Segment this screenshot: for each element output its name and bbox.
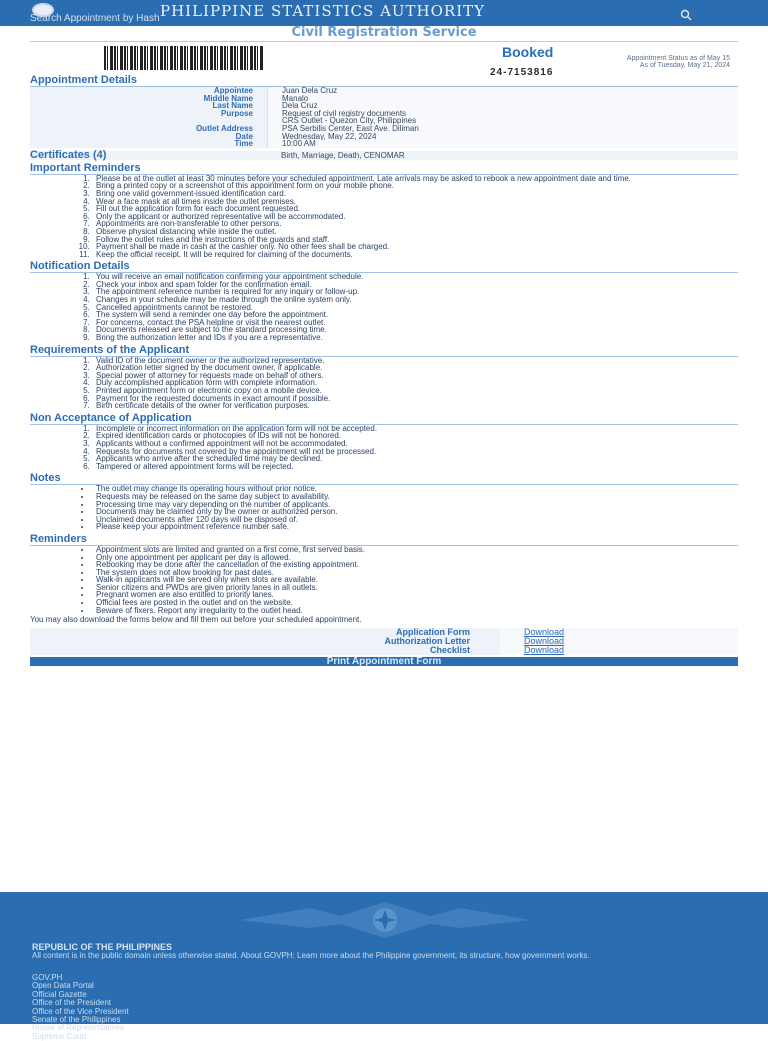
list-item: • Processing time may vary depending on the number of applicants. bbox=[92, 501, 738, 509]
detail-label: Outlet Address bbox=[30, 125, 267, 133]
barcode-image bbox=[104, 46, 264, 70]
list-item: 1. Valid ID of the document owner or the authorized representative. bbox=[92, 357, 738, 365]
status-badge: Booked bbox=[502, 44, 554, 60]
list-item: 3. Bring one valid government-issued identification card. bbox=[92, 190, 738, 198]
section-heading-reminders: Important Reminders bbox=[30, 163, 738, 175]
list-item: • Documents may be claimed only by the owner or authorized person. bbox=[92, 508, 738, 516]
footer-link[interactable]: Senate of the Philippines bbox=[32, 1015, 121, 1025]
notification-list bbox=[30, 273, 738, 341]
list-item: • Please keep your appointment reference number safe. bbox=[92, 523, 738, 531]
list-item: 7. Birth certificate details of the owner for verification purposes. bbox=[92, 402, 738, 410]
list-item: 3. Special power of attorney for requests made on behalf of others. bbox=[92, 372, 738, 380]
footer-link[interactable]: Official Gazette bbox=[32, 989, 87, 999]
list-item: • Official fees are posted in the outlet and on the website. bbox=[92, 599, 738, 607]
status-meta-line: As of Tuesday, May 21, 2024 bbox=[639, 62, 730, 69]
footer-link[interactable]: Office of the President bbox=[32, 998, 112, 1008]
list-item: • The system does not allow booking for past dates. bbox=[92, 569, 738, 577]
government-seal-icon bbox=[200, 898, 570, 940]
download-note: You may also download the forms below and fill them out before your scheduled appointment. bbox=[30, 615, 362, 625]
download-name: Authorization Letter bbox=[30, 637, 500, 646]
status-meta-line: Appointment Status as of May 15 bbox=[626, 55, 730, 62]
detail-label: Time bbox=[30, 140, 267, 148]
detail-value: Juan Dela Cruz bbox=[267, 87, 738, 95]
list-item: 2. Check your inbox and spam folder for the confirmation email. bbox=[92, 281, 738, 289]
list-item: 3. Applicants without a confirmed appointment will not be accommodated. bbox=[92, 440, 738, 448]
list-item: 8. Observe physical distancing while inside the outlet. bbox=[92, 228, 738, 236]
list-item: 2. Expired identification cards or photocopies of IDs will not be honored. bbox=[92, 432, 738, 440]
top-bar bbox=[0, 0, 768, 26]
list-item: 5. Cancelled appointments cannot be restored. bbox=[92, 304, 738, 312]
detail-label: Middle Name bbox=[30, 95, 267, 103]
list-item: 7. Appointments are non-transferable to other persons. bbox=[92, 220, 738, 228]
list-item: • Only one appointment per applicant per day is allowed. bbox=[92, 554, 738, 562]
print-appointment-button[interactable]: Print Appointment Form bbox=[30, 657, 738, 666]
list-item: 8. Documents released are subject to the standard processing time. bbox=[92, 326, 738, 334]
list-item: • Appointment slots are limited and granted on a first come, first served basis. bbox=[92, 546, 738, 554]
non-acceptance-list bbox=[30, 425, 738, 471]
footer-link[interactable]: Open Data Portal bbox=[32, 981, 94, 991]
requirements-list bbox=[30, 357, 738, 410]
list-item: 5. Printed appointment form or electronic copy on a mobile device. bbox=[92, 387, 738, 395]
list-item: 6. The system will send a reminder one day before the appointment. bbox=[92, 311, 738, 319]
section-heading-faq: Reminders bbox=[30, 534, 738, 546]
list-item: 7. For concerns, contact the PSA helpline or visit the nearest outlet. bbox=[92, 319, 738, 327]
list-item: 1. Please be at the outlet at least 30 minutes before your scheduled appointment. Late arrivals may be asked to rebook a new appointment date and time. bbox=[92, 175, 738, 183]
list-item: 4. Wear a face mask at all times inside the outlet premises. bbox=[92, 198, 738, 206]
reference-number: 24-7153816 bbox=[490, 67, 554, 78]
detail-value: Wednesday, May 22, 2024 bbox=[267, 133, 738, 141]
list-item: 4. Duly accomplished application form with complete information. bbox=[92, 379, 738, 387]
list-item: • Beware of fixers. Report any irregularity to the outlet head. bbox=[92, 607, 738, 615]
list-item: 9. Bring the authorization letter and IDs if you are a representative. bbox=[92, 334, 738, 342]
detail-value: CRS Outlet - Quezon City, Philippines bbox=[267, 117, 738, 125]
section-heading-details: Appointment Details bbox=[30, 75, 738, 87]
list-item: 3. The appointment reference number is required for any inquiry or follow-up. bbox=[92, 288, 738, 296]
download-link[interactable]: Download bbox=[500, 628, 738, 637]
list-item: • Rebooking may be done after the cancellation of the existing appointment. bbox=[92, 561, 738, 569]
list-item: 5. Fill out the application form for each document requested. bbox=[92, 205, 738, 213]
list-item: 10. Payment shall be made in cash at the cashier only. No other fees shall be charged. bbox=[92, 243, 738, 251]
detail-value: PSA Serbilis Center, East Ave. Diliman bbox=[267, 125, 738, 133]
detail-value: Request of civil registry documents bbox=[267, 110, 738, 118]
footer-link[interactable]: Supreme Court bbox=[32, 1031, 87, 1041]
detail-label: Date bbox=[30, 133, 267, 141]
faq-list bbox=[30, 546, 738, 614]
footer-link[interactable]: Office of the Vice President bbox=[32, 1006, 129, 1016]
list-item: 1. You will receive an email notification confirming your appointment schedule. bbox=[92, 273, 738, 281]
list-item: 4. Requests for documents not covered by the appointment will not be processed. bbox=[92, 448, 738, 456]
certificates-value: Birth, Marriage, Death, CENOMAR bbox=[281, 150, 405, 160]
list-item: 2. Bring a printed copy or a screenshot of this appointment form on your mobile phone. bbox=[92, 182, 738, 190]
list-item: 6. Only the applicant or authorized representative will be accommodated. bbox=[92, 213, 738, 221]
download-name: Checklist bbox=[30, 646, 500, 655]
list-item: 5. Applicants who arrive after the scheduled time may be declined. bbox=[92, 455, 738, 463]
site-footer bbox=[0, 892, 768, 1041]
list-item: 4. Changes in your schedule may be made through the online system only. bbox=[92, 296, 738, 304]
list-item: 2. Authorization letter signed by the document owner, if applicable. bbox=[92, 364, 738, 372]
footer-links bbox=[32, 974, 129, 1041]
detail-value: Dela Cruz bbox=[267, 102, 738, 110]
detail-label: Appointee bbox=[30, 87, 267, 95]
notes-list bbox=[30, 485, 738, 531]
list-item: 1. Incomplete or incorrect information on the application form will not be accepted. bbox=[92, 425, 738, 433]
list-item: • Requests may be released on the same day subject to availability. bbox=[92, 493, 738, 501]
org-name: PHILIPPINE STATISTICS AUTHORITY bbox=[160, 2, 486, 20]
download-link[interactable]: Download bbox=[500, 646, 738, 655]
footer-text: All content is in the public domain unless otherwise stated. About GOVPH: Learn more about the Philippine government, its structure, how government works. bbox=[32, 951, 590, 960]
list-item: 9. Follow the outlet rules and the instructions of the guards and staff. bbox=[92, 236, 738, 244]
list-item: 6. Tampered or altered appointment forms will be rejected. bbox=[92, 463, 738, 471]
section-heading-notification: Notification Details bbox=[30, 261, 738, 273]
details-table bbox=[30, 87, 738, 148]
list-item: 6. Payment for the requested documents in exact amount if possible. bbox=[92, 395, 738, 403]
detail-label: Last Name bbox=[30, 102, 267, 110]
search-icon[interactable] bbox=[680, 9, 692, 21]
download-link[interactable]: Download bbox=[500, 637, 738, 646]
list-item: • Unclaimed documents after 120 days will be disposed of. bbox=[92, 516, 738, 524]
list-item: • Walk-in applicants will be served only when slots are available. bbox=[92, 576, 738, 584]
status-meta bbox=[410, 55, 730, 69]
footer-link[interactable]: House of Representatives bbox=[32, 1023, 125, 1033]
downloads-table bbox=[30, 628, 738, 655]
list-item: • Pregnant women are also entitled to priority lanes. bbox=[92, 591, 738, 599]
section-heading-requirements: Requirements of the Applicant bbox=[30, 345, 738, 357]
footer-republic-heading: REPUBLIC OF THE PHILIPPINES bbox=[32, 942, 173, 952]
reminders-list bbox=[30, 175, 738, 259]
list-item: • The outlet may change its operating hours without prior notice. bbox=[92, 485, 738, 493]
footer-link[interactable]: GOV.PH bbox=[32, 973, 63, 982]
section-heading-notes: Notes bbox=[30, 473, 738, 485]
list-item: 11. Keep the official receipt. It will be required for claiming of the documents. bbox=[92, 251, 738, 259]
detail-label: Purpose bbox=[30, 110, 267, 118]
detail-value: 10:00 AM bbox=[267, 140, 738, 148]
certificates-label: Certificates (4) bbox=[30, 148, 107, 161]
download-name: Application Form bbox=[30, 628, 500, 637]
appointment-summary bbox=[30, 42, 738, 78]
search-input[interactable] bbox=[30, 13, 710, 24]
page-title: Civil Registration Service bbox=[291, 25, 477, 40]
detail-value: Manalo bbox=[267, 95, 738, 103]
certificates-row bbox=[30, 148, 738, 161]
section-heading-non-acceptance: Non Acceptance of Application bbox=[30, 413, 738, 425]
list-item: • Senior citizens and PWDs are given priority lanes in all outlets. bbox=[92, 584, 738, 592]
appointment-form bbox=[30, 26, 738, 666]
